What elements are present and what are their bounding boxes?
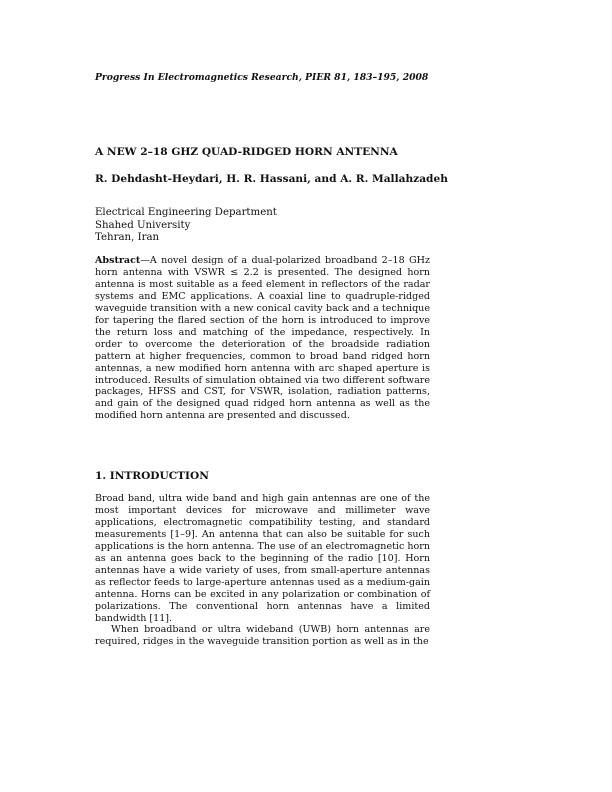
affiliation-university: Shahed University	[95, 219, 191, 231]
affiliation-location: Tehran, Iran	[95, 232, 160, 244]
abstract-label: Abstract	[95, 255, 141, 266]
section-heading-introduction: 1. INTRODUCTION	[95, 470, 209, 482]
running-head: Progress In Electromagnetics Research, PIER 81, 183–195, 2008	[95, 72, 429, 83]
paper-title: A NEW 2–18 GHZ QUAD-RIDGED HORN ANTENNA	[95, 146, 398, 158]
abstract-dash: —	[140, 255, 150, 266]
abstract	[95, 255, 430, 422]
introduction-paragraph-1: Broad band, ultra wide band and high gain antennas are one of the most important devices for microwave and millimeter wave applications, electromagnetic compatibility testing, and standard measurements [1–9]. An antenna that can also be suitable for such applications is the horn antenna. The use of an electromagnetic horn as an antenna goes back to the beginning of the radio [10]. Horn antennas have a wide variety of uses, from small-aperture antennas as reflector feeds to large-aperture antennas used as a medium-gain antenna. Horns can be excited in any polarization or combination of polarizations. The conventional horn antennas have a limited bandwidth [11].	[95, 493, 430, 624]
introduction-body	[95, 493, 430, 648]
affiliation-department: Electrical Engineering Department	[95, 207, 277, 218]
author-list: R. Dehdasht-Heydari, H. R. Hassani, and A. R. Mallahzadeh	[95, 173, 448, 185]
abstract-text: A novel design of a dual-polarized broadband 2–18 GHz horn antenna with VSWR ≤ 2.2 is presented. The designed horn antenna is most suitable as a feed element in reflectors of the radar systems and EMC applications. A coaxial line to quadruple-ridged waveguide transition with a new conical cavity back and a technique for tapering the flared section of the horn is introduced to improve the return loss and matching of the impedance, respectively. In order to overcome the deterioration of the broadside radiation pattern at higher frequencies, common to broad band ridged horn antennas, a new modified horn antenna with arc shaped aperture is introduced. Results of simulation obtained via two different software packages, HFSS and CST, for VSWR, isolation, radiation patterns, and gain of the designed quad ridged horn antenna as well as the modified horn antenna are presented and discussed.	[95, 255, 430, 422]
affiliation	[95, 207, 515, 245]
introduction-paragraph-2: When broadband or ultra wideband (UWB) horn antennas are required, ridges in the waveguide transition portion as well as in the	[95, 624, 430, 648]
